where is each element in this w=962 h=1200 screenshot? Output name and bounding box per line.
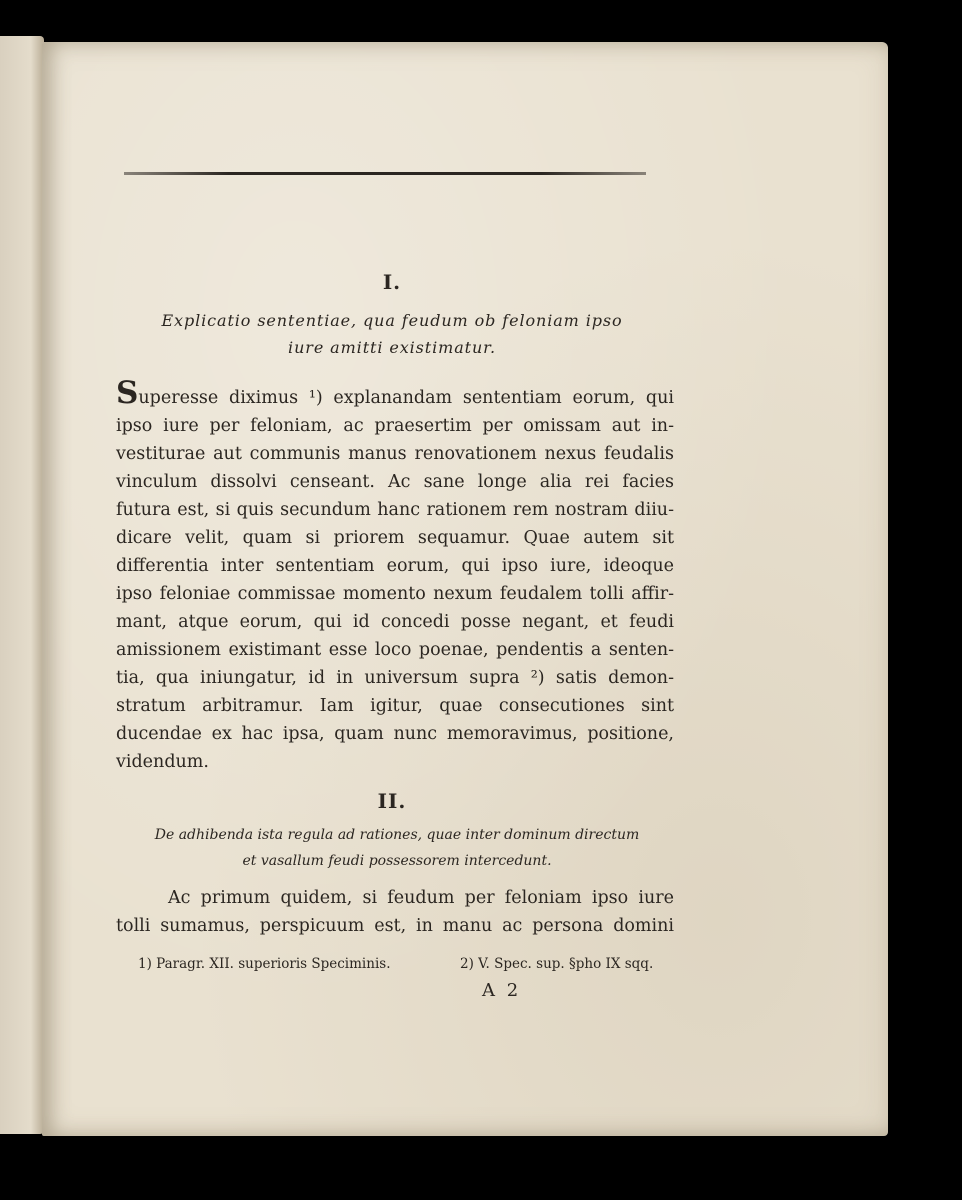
body-line-10: amissionem existimant esse loco poenae, pendentis a senten- <box>116 640 674 660</box>
previous-page-edge <box>0 36 44 1134</box>
section-2-title-line-2: et vasallum feudi possessorem intercedunt. <box>242 853 552 869</box>
footnote-2: 2) V. Spec. sup. §pho IX sqq. <box>460 956 654 972</box>
body-line-8: ipso feloniae commissae momento nexum feudalem tolli affir- <box>116 584 674 604</box>
section-2-title-line-1: De adhibenda ista regula ad rationes, quae inter dominum directum <box>154 827 640 843</box>
book-page <box>42 42 888 1136</box>
section-2-line-1: Ac primum quidem, si feudum per feloniam ipso iure <box>168 888 674 908</box>
section-1-title-line-1: Explicatio sententiae, qua feudum ob feloniam ipso <box>161 311 623 330</box>
body-line-4: vinculum dissolvi censeant. Ac sane longe alia rei facies <box>116 472 674 492</box>
body-line-11: tia, qua iniungatur, id in universum supra ²) satis demon- <box>116 668 674 688</box>
body-line-9: mant, atque eorum, qui id concedi posse negant, et feudi <box>116 612 674 632</box>
body-line-7: differentia inter sententiam eorum, qui ipso iure, ideoque <box>116 556 674 576</box>
section-2-line-2: tolli sumamus, perspicuum est, in manu ac persona domini <box>116 916 674 936</box>
section-2-number: II. <box>377 789 407 813</box>
body-line-14: videndum. <box>116 752 209 772</box>
body-line-13: ducendae ex hac ipsa, quam nunc memoravimus, positione, <box>116 724 674 744</box>
body-line-5: futura est, si quis secundum hanc rationem rem nostram diiu- <box>116 500 674 520</box>
body-line-1 <box>116 375 674 412</box>
footnote-1: 1) Paragr. XII. superioris Speciminis. <box>138 956 391 972</box>
body-line-1-text: uperesse diximus ¹) explanandam sententiam eorum, qui <box>138 388 674 408</box>
section-1-title-line-2: iure amitti existimatur. <box>288 338 496 357</box>
signature-mark: A 2 <box>482 980 522 1001</box>
body-line-3: vestiturae aut communis manus renovationem nexus feudalis <box>116 444 674 464</box>
section-1-number: I. <box>382 270 402 294</box>
drop-cap: S <box>116 375 139 411</box>
body-line-2: ipso iure per feloniam, ac praesertim per omissam aut in- <box>116 416 674 436</box>
body-line-12: stratum arbitramur. Iam igitur, quae consecutiones sint <box>116 696 674 716</box>
body-line-6: dicare velit, quam si priorem sequamur. Quae autem sit <box>116 528 674 548</box>
header-rule <box>124 172 646 175</box>
